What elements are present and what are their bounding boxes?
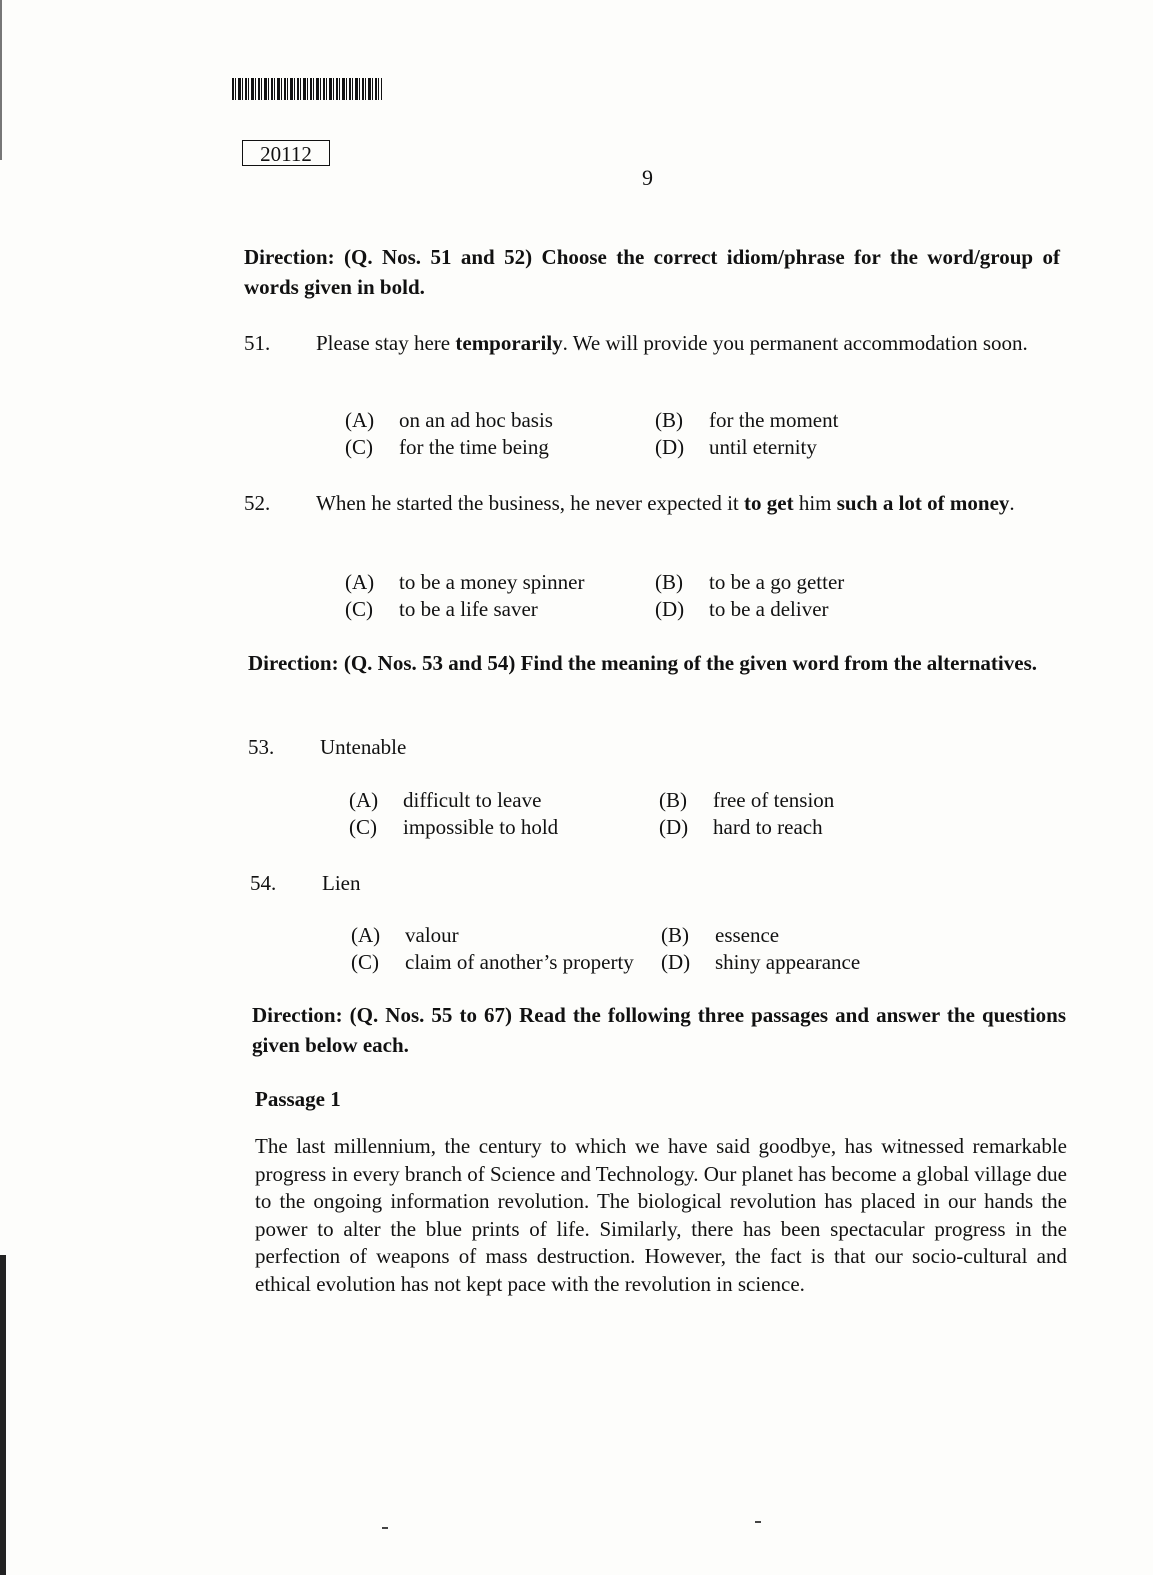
page-number: 9 — [642, 165, 653, 190]
barcode — [232, 78, 382, 100]
direction-53-54: Direction: (Q. Nos. 53 and 54) Find the meaning of the given word from the alternatives. — [248, 651, 1037, 675]
question-53 — [248, 732, 1064, 762]
question-text: When he started the business, he never expected it to get him such a lot of money. — [316, 491, 1015, 515]
question-54 — [250, 868, 1066, 898]
scan-speck — [755, 1521, 761, 1523]
question-number: 52. — [244, 491, 271, 515]
option-a[interactable]: (A) difficult to leave — [349, 788, 542, 812]
options-54 — [351, 922, 971, 976]
option-c[interactable]: (C) impossible to hold — [349, 815, 559, 839]
question-number: 53. — [248, 735, 275, 759]
scan-edge-mark — [0, 0, 2, 160]
option-b[interactable]: (B) to be a go getter — [655, 570, 845, 594]
option-a[interactable]: (A) on an ad hoc basis — [345, 408, 553, 432]
option-a[interactable]: (A) to be a money spinner — [345, 570, 585, 594]
question-number: 54. — [250, 871, 277, 895]
question-number: 51. — [244, 331, 271, 355]
paper-code: 20112 — [242, 140, 330, 166]
options-53 — [349, 787, 969, 841]
question-51 — [244, 328, 1060, 358]
scan-speck — [382, 1527, 388, 1529]
question-52 — [244, 488, 1060, 518]
options-52 — [345, 569, 965, 623]
option-b[interactable]: (B) free of tension — [659, 788, 835, 812]
option-c[interactable]: (C) for the time being — [345, 435, 549, 459]
option-d[interactable]: (D) shiny appearance — [661, 950, 861, 974]
option-a[interactable]: (A) valour — [351, 923, 459, 947]
scan-edge-mark — [0, 1255, 6, 1575]
option-d[interactable]: (D) to be a deliver — [655, 597, 829, 621]
option-c[interactable]: (C) to be a life saver — [345, 597, 538, 621]
option-b[interactable]: (B) for the moment — [655, 408, 839, 432]
option-c[interactable]: (C) claim of another’s property — [351, 950, 634, 974]
option-d[interactable]: (D) hard to reach — [659, 815, 823, 839]
option-b[interactable]: (B) essence — [661, 923, 780, 947]
passage-text: The last millennium, the century to which we have said goodbye, has witnessed remarkable progress in every branch of Science and Technology. Our planet has become a global village due to the ongoing information revolution. The biological revolution has placed in our hands the power to alter the blue prints of life. Similarly, there has been spectacular progress in the perfection of weapons of mass destruction. However, the fact is that our socio-cultural and ethical evolution has not kept pace with the revolution in science. — [255, 1134, 1067, 1296]
direction-55-67: Direction: (Q. Nos. 55 to 67) Read the following three passages and answer the questions given below each. — [252, 1003, 1066, 1057]
question-text: Please stay here temporarily. We will provide you permanent accommodation soon. — [316, 331, 1028, 355]
option-d[interactable]: (D) until eternity — [655, 435, 817, 459]
question-text: Lien — [322, 871, 361, 895]
direction-51-52: Direction: (Q. Nos. 51 and 52) Choose the correct idiom/phrase for the word/group of words given in bold. — [244, 245, 1060, 299]
question-text: Untenable — [320, 735, 407, 759]
passage-title: Passage 1 — [255, 1087, 341, 1111]
options-51 — [345, 407, 965, 461]
